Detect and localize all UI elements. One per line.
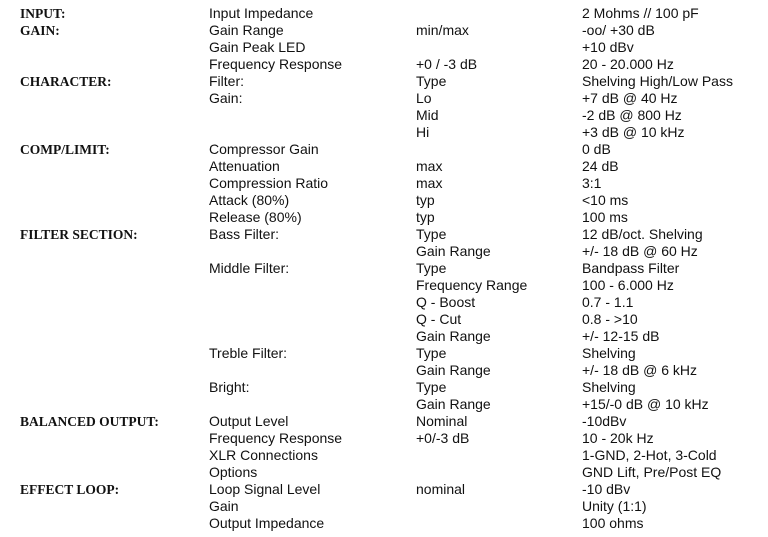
parameter-value: 12 dB/oct. Shelving <box>582 226 703 242</box>
parameter-qualifier: Mid <box>416 107 439 123</box>
spec-row <box>0 345 768 362</box>
parameter-name: Compressor Gain <box>209 141 319 157</box>
spec-row <box>0 515 768 532</box>
parameter-value: 20 - 20.000 Hz <box>582 56 674 72</box>
parameter-qualifier: Nominal <box>416 413 468 429</box>
spec-row <box>0 226 768 243</box>
parameter-value: 0.7 - 1.1 <box>582 294 634 310</box>
parameter-qualifier: Lo <box>416 90 432 106</box>
parameter-qualifier: Q - Cut <box>416 311 462 327</box>
spec-row <box>0 481 768 498</box>
section-label: INPUT: <box>20 6 66 21</box>
parameter-value: Shelving High/Low Pass <box>582 73 733 89</box>
parameter-qualifier: Frequency Range <box>416 277 528 293</box>
parameter-name: Input Impedance <box>209 5 314 21</box>
parameter-qualifier: Type <box>416 379 447 395</box>
spec-row <box>0 447 768 464</box>
spec-row <box>0 192 768 209</box>
parameter-name: Compression Ratio <box>209 175 329 191</box>
parameter-qualifier: typ <box>416 192 435 208</box>
spec-row <box>0 464 768 481</box>
spec-row <box>0 124 768 141</box>
parameter-name: Attack (80%) <box>209 192 290 208</box>
section-label: FILTER SECTION: <box>20 227 138 242</box>
spec-row <box>0 430 768 447</box>
parameter-value: 3:1 <box>582 175 602 191</box>
parameter-name: Bright: <box>209 379 250 395</box>
parameter-qualifier: max <box>416 175 443 191</box>
spec-row <box>0 396 768 413</box>
parameter-name: Middle Filter: <box>209 260 290 276</box>
section-label: CHARACTER: <box>20 74 112 89</box>
parameter-value: -10 dBv <box>582 481 631 497</box>
spec-row <box>0 39 768 56</box>
parameter-name: Gain Peak LED <box>209 39 306 55</box>
parameter-qualifier: +0/-3 dB <box>416 430 470 446</box>
spec-row <box>0 209 768 226</box>
parameter-value: GND Lift, Pre/Post EQ <box>582 464 722 480</box>
spec-row <box>0 311 768 328</box>
parameter-value: <10 ms <box>582 192 629 208</box>
spec-row <box>0 56 768 73</box>
spec-row <box>0 107 768 124</box>
parameter-value: +/- 18 dB @ 6 kHz <box>582 362 697 378</box>
parameter-name: Output Level <box>209 413 289 429</box>
parameter-qualifier: nominal <box>416 481 466 497</box>
parameter-value: 100 ohms <box>582 515 644 531</box>
spec-row <box>0 243 768 260</box>
parameter-value: Shelving <box>582 379 636 395</box>
parameter-value: -2 dB @ 800 Hz <box>582 107 682 123</box>
parameter-qualifier: Gain Range <box>416 328 491 344</box>
spec-row <box>0 260 768 277</box>
parameter-value: +/- 12-15 dB <box>582 328 660 344</box>
parameter-name: Gain: <box>209 90 243 106</box>
parameter-qualifier: Gain Range <box>416 243 491 259</box>
spec-row <box>0 413 768 430</box>
parameter-qualifier: Gain Range <box>416 362 491 378</box>
spec-row <box>0 22 768 39</box>
parameter-qualifier: Type <box>416 260 447 276</box>
parameter-value: -oo/ +30 dB <box>582 22 655 38</box>
parameter-value: 100 ms <box>582 209 628 225</box>
spec-row <box>0 328 768 345</box>
parameter-qualifier: Type <box>416 73 447 89</box>
parameter-qualifier: max <box>416 158 443 174</box>
parameter-value: 100 - 6.000 Hz <box>582 277 674 293</box>
parameter-qualifier: Type <box>416 345 447 361</box>
parameter-qualifier: typ <box>416 209 435 225</box>
parameter-name: Gain Range <box>209 22 284 38</box>
parameter-name: Loop Signal Level <box>209 481 321 497</box>
parameter-qualifier: min/max <box>416 22 469 38</box>
parameter-value: 1-GND, 2-Hot, 3-Cold <box>582 447 717 463</box>
parameter-qualifier: Q - Boost <box>416 294 476 310</box>
parameter-value: -10dBv <box>582 413 627 429</box>
spec-row <box>0 158 768 175</box>
parameter-value: Unity (1:1) <box>582 498 647 514</box>
parameter-name: Treble Filter: <box>209 345 288 361</box>
spec-row <box>0 90 768 107</box>
parameter-qualifier: Gain Range <box>416 396 491 412</box>
parameter-value: 10 - 20k Hz <box>582 430 654 446</box>
parameter-value: +3 dB @ 10 kHz <box>582 124 685 140</box>
spec-row <box>0 362 768 379</box>
parameter-value: +10 dBv <box>582 39 634 55</box>
parameter-name: Attenuation <box>209 158 280 174</box>
section-label: EFFECT LOOP: <box>20 482 120 497</box>
parameter-value: 24 dB <box>582 158 619 174</box>
parameter-value: Bandpass Filter <box>582 260 680 276</box>
parameter-name: Output Impedance <box>209 515 325 531</box>
parameter-value: +15/-0 dB @ 10 kHz <box>582 396 709 412</box>
parameter-qualifier: +0 / -3 dB <box>416 56 478 72</box>
parameter-value: +7 dB @ 40 Hz <box>582 90 678 106</box>
parameter-name: Filter: <box>209 73 244 89</box>
parameter-name: Frequency Response <box>209 430 343 446</box>
section-label: GAIN: <box>20 23 60 38</box>
section-label: COMP/LIMIT: <box>20 142 110 157</box>
spec-table <box>0 5 768 532</box>
parameter-name: Bass Filter: <box>209 226 280 242</box>
parameter-name: Release (80%) <box>209 209 302 225</box>
section-label: BALANCED OUTPUT: <box>20 414 159 429</box>
parameter-name: Options <box>209 464 258 480</box>
spec-row <box>0 277 768 294</box>
parameter-qualifier: Hi <box>416 124 430 140</box>
spec-row <box>0 175 768 192</box>
spec-row <box>0 73 768 90</box>
parameter-value: 0.8 - >10 <box>582 311 638 327</box>
parameter-name: XLR Connections <box>209 447 318 463</box>
spec-row <box>0 498 768 515</box>
parameter-value: 2 Mohms // 100 pF <box>582 5 699 21</box>
spec-row <box>0 294 768 311</box>
spec-row <box>0 5 768 22</box>
parameter-value: +/- 18 dB @ 60 Hz <box>582 243 698 259</box>
spec-row <box>0 379 768 396</box>
parameter-value: 0 dB <box>582 141 611 157</box>
parameter-name: Gain <box>209 498 239 514</box>
spec-row <box>0 141 768 158</box>
parameter-qualifier: Type <box>416 226 447 242</box>
parameter-value: Shelving <box>582 345 636 361</box>
parameter-name: Frequency Response <box>209 56 343 72</box>
